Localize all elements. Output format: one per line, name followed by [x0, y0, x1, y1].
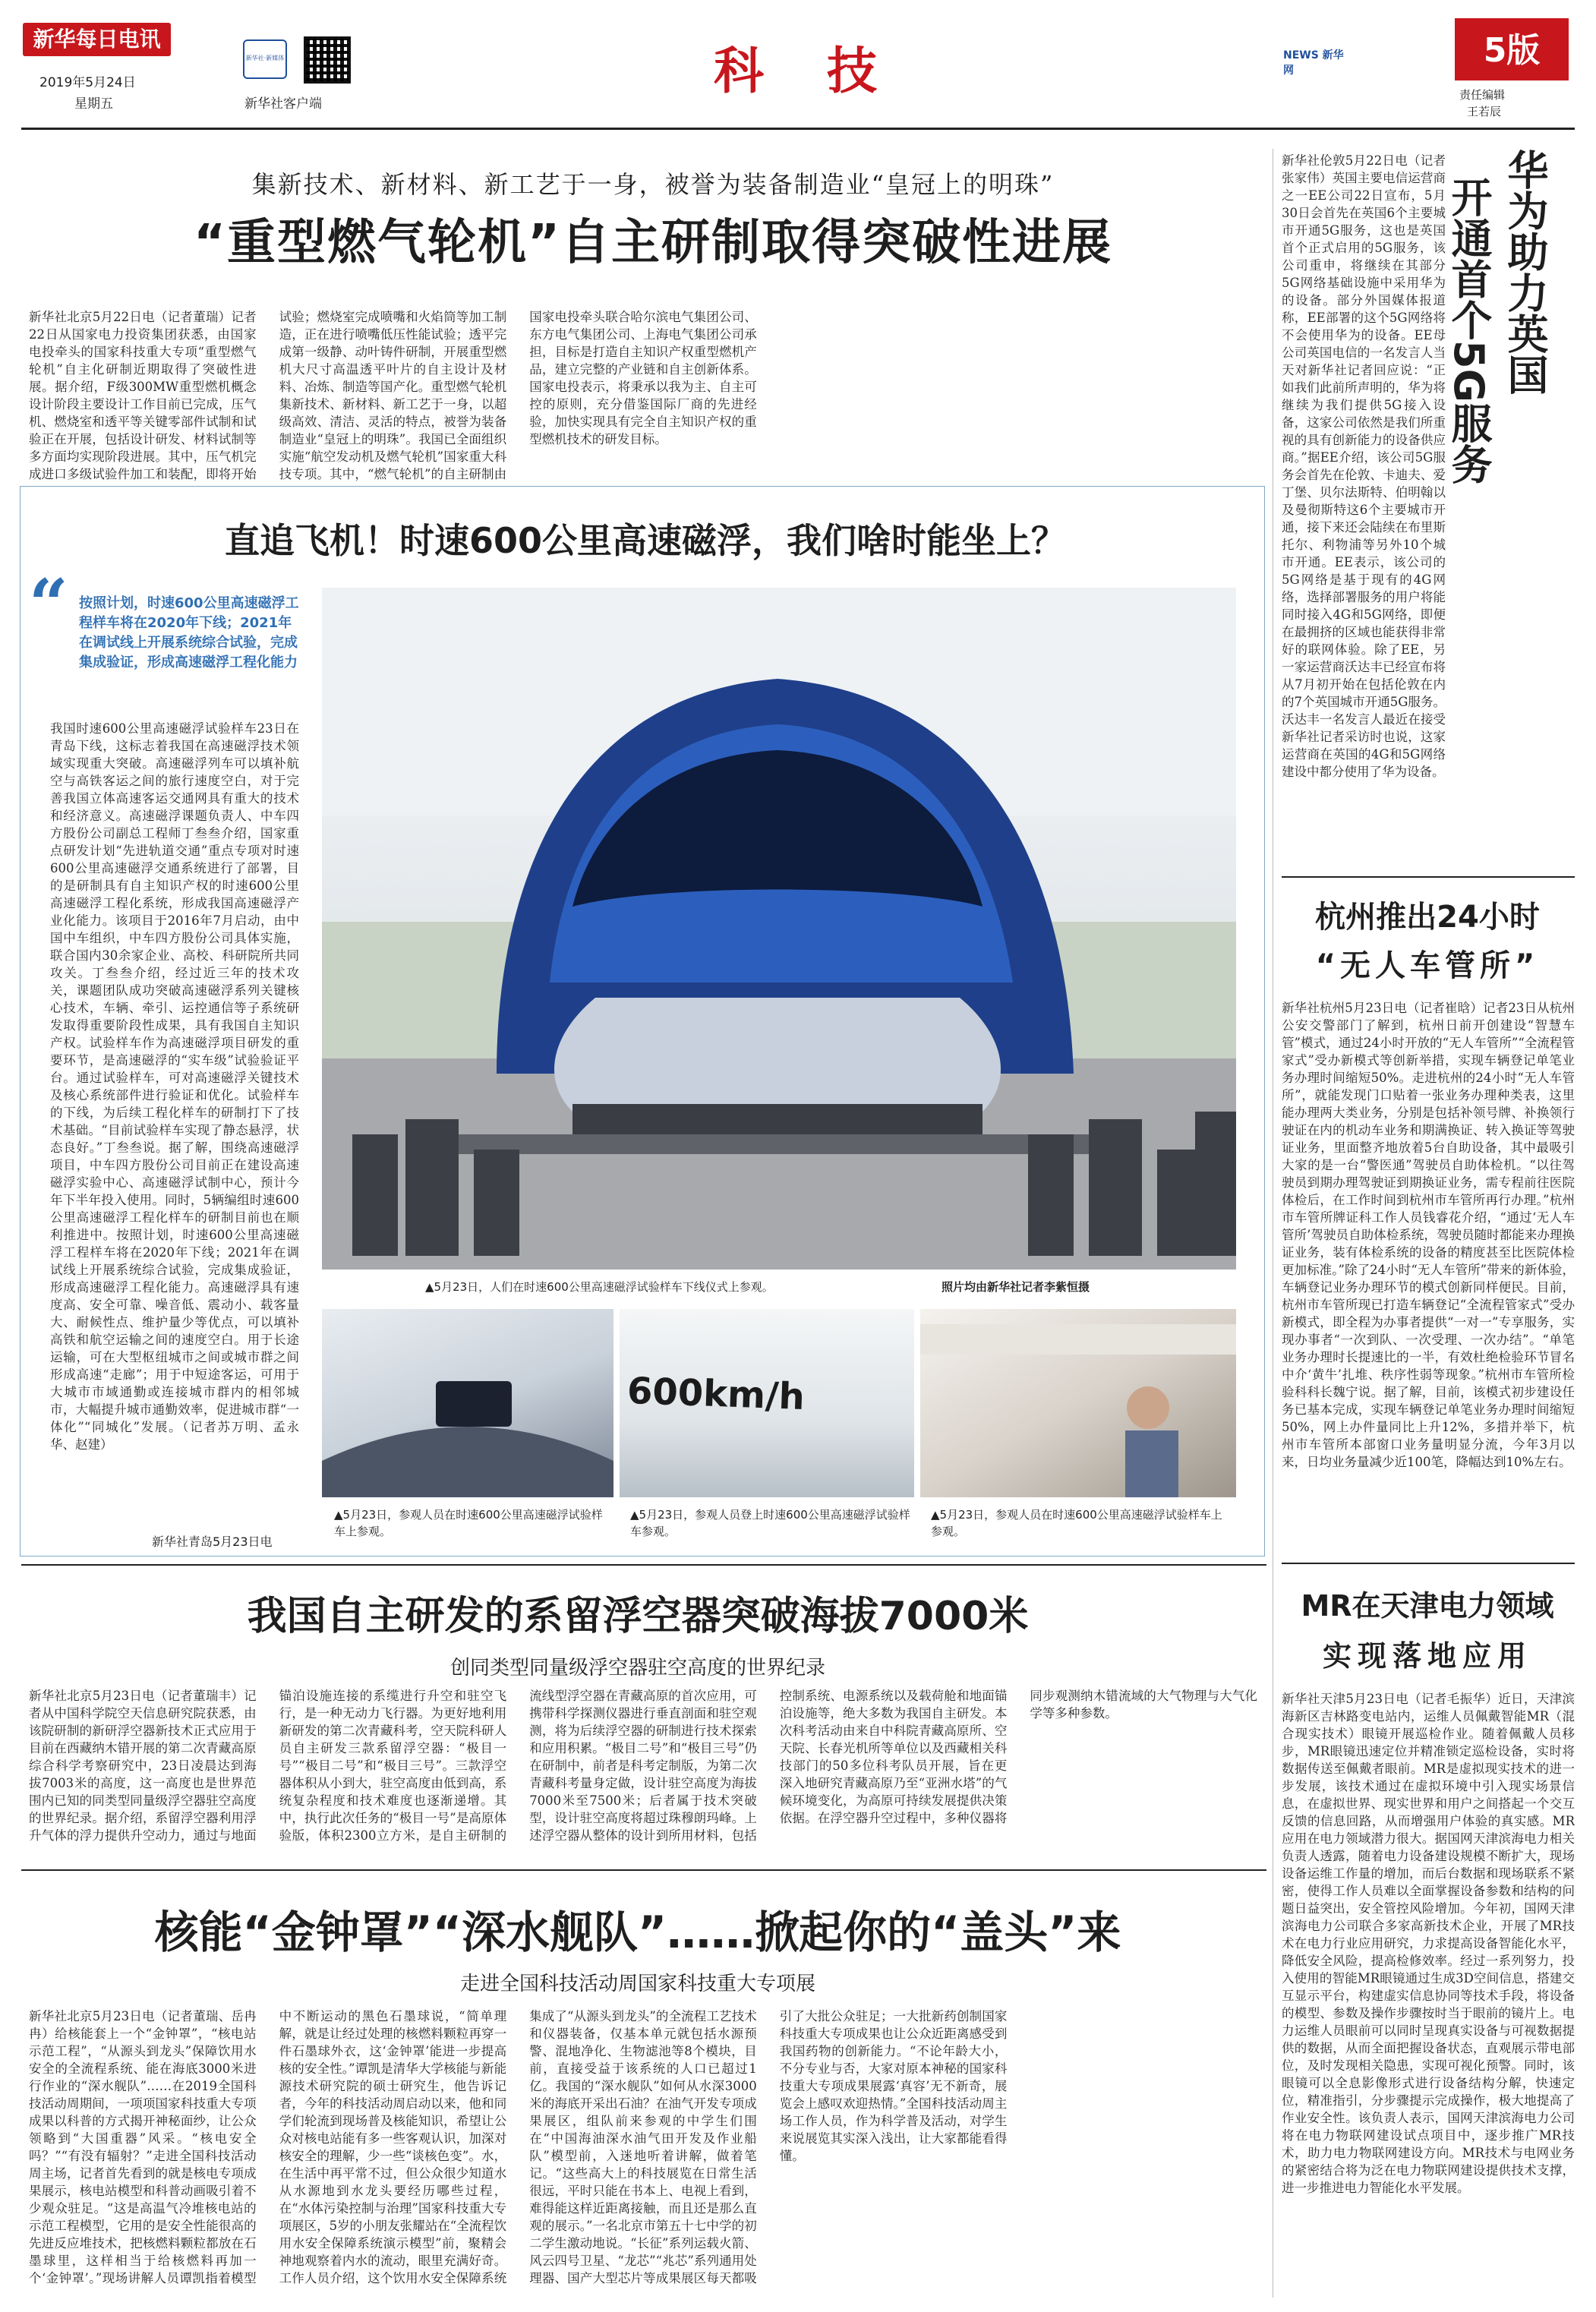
interior-illustration-3: [920, 1309, 1236, 1497]
maglev-interior-photo-2: [620, 1309, 914, 1497]
maglev-body: 我国时速600公里高速磁浮试验样车23日在青岛下线，这标志着我国在高速磁浮技术领域实现重大突破。高速磁浮列车可以填补航空与高铁客运之间的旅行速度空白，对于完善我国立体高速客运交通网具有重大的技术和经济意义。高速磁浮课题负责人、中车四方股份公司副总工程师丁叁叁介绍，国家重点研发计划“先进轨道交通”重点专项对时速600公里高速磁浮交通系统进行了部署，目的是研制具有自主知识产权的时速600公里高速磁浮工程化系统，形成我国高速磁浮产业化能力。该项目于2016年7月启动，由中国中车组织，中车四方股份公司具体实施，联合国内30余家企业、高校、科研院所共同攻关。丁叁叁介绍，经过近三年的技术攻关，课题团队成功突破高速磁浮系列关键核心技术，车辆、牵引、运控通信等子系统研发取得重要阶段性成果，具有我国自主知识产权。试验样车作为高速磁浮项目研发的重要环节，是高速磁浮的“实车级”试验验证平台。通过试验样车，可对高速磁浮关键技术及核心系统部件进行验证和优化。试验样车的下线，为后续工程化样车的研制打下了技术基础。“目前试验样车实现了静态悬浮，状态良好。”丁叁叁说。据了解，围绕高速磁浮项目，中车四方股份公司目前正在建设高速磁浮实验中心、高速磁浮试制中心，预计今年下半年投入使用。同时，5辆编组时速600公里高速磁浮工程化样车的研制目前也在顺利推进中。按照计划，时速600公里高速磁浮工程样车将在2020年下线；2021年在调试线上开展系统综合试验，完成集成验证，形成高速磁浮工程化能力。高速磁浮具有速度高、安全可靠、噪音低、震动小、载客量大、耐候性点、维护量少等优点，可以填补高铁和航空运输之间的速度空白。用于长途运输，可在大型枢纽城市之间或城市群之间形成高速“走廊”；用于中短途客运，可用于大城市市域通勤或连接城市群内的相邻城市，大幅提升城市通勤效率，促进城市群“一体化”“同城化”发展。（记者苏万明、孟永华、赵建）: [50, 721, 299, 1452]
maglev-photo-credit: 照片均由新华社记者李紫恒摄: [942, 1280, 1090, 1294]
hangzhou-top-rule: [1282, 876, 1575, 878]
huawei-title-col2: 开通首个5G服务: [1445, 176, 1493, 484]
maglev-interior-photo-3: [920, 1309, 1236, 1497]
hangzhou-body: 新华社杭州5月23日电（记者崔晗）记者23日从杭州公安交警部门了解到，杭州日前开创建设“智慧车管”模式，通过24小时开放的“无人车管所”“全流程管家式”受办新模式等创新举措，实现车辆登记单笔业务办理时间缩短50%。走进杭州的24小时“无人车管所”，就能发现门口贴着一张业务办理种类表，这里能办理两大类业务，分别是包括补领号牌、补换领行驶证在内的机动车业务和期满换证、转入换证等驾驶证业务，里面整齐地放着5台自助设备，其中最吸引大家的是一台“警医通”驾驶员自助体检机。“以往驾驶员到期办理驾驶证到期换证业务，需专程前往医院体检后，在工作时间到杭州市车管所再行办理。”杭州市车管所牌证科工作人员钱睿花介绍，“通过‘无人车管所’驾驶员自助体检系统，驾驶员随时都能来办理换证业务，装有体检系统的设备的精度甚至比医院体检更加标准。”除了24小时“无人车管所”带来的新体验，车辆登记业务办理环节的模式创新同样便民。目前，杭州市车管所现已打造车辆登记“全流程管家式”受办新模式，即全程为办事者提供“一对一”专享服务，实现办事者“一次到队、一次受理、一次办结”。“单笔业务办理时长提速比的一半，有效杜绝检验环节冒名中介‘黄牛’扎堆、秩序性弱等现象。”杭州市车管所检验科科长魏宁说。据了解，目前，该模式初步建设任务已基本完成，实现车辆登记单笔业务办理时间缩短50%，网上办件量同比上升12%，多措并举下，杭州市车管所本部窗口业务量明显分流，今年3月以来，日均业务量减少近100笔，降幅达到10%左右。: [1282, 1001, 1575, 1469]
nuclear-subtitle: 走进全国科技活动周国家科技重大专项展: [459, 1973, 815, 1995]
xinhua-client-logo: [243, 39, 287, 79]
interior-illustration-1: [322, 1309, 613, 1497]
mr-body: 新华社天津5月23日电（记者毛振华）近日，天津滨海新区吉林路变电站内，运维人员佩戴智能MR（混合现实技术）眼镜开展巡检作业。随着佩戴人员移步，MR眼镜迅速定位并精准锁定巡检设备，实时将数据传送至佩戴者眼前。MR是虚拟现实技术的进一步发展，该技术通过在虚拟环境中引入现实场景信息，在虚拟世界、现实世界和用户之间搭起一个交互反馈的信息回路，从而增强用户体验的真实感。MR应用在电力领域潜力很大。据国网天津滨海电力相关负责人透露，随着电力设备建设规模不断扩大，现场设备运维工作量的增加，而后台数据和现场联系不紧密，使得工作人员难以全面掌握设备参数和结构的问题日益突出，安全管控风险增加。今年初，国网天津滨海电力公司联合多家高新技术企业，开展了MR技术在电力行业应用研究，力求提高设备智能化水平，降低安全风险，提高检修效率。经过一系列努力，投入使用的智能MR眼镜通过生成3D空间信息，搭建交互显示平台，构建虚实信息协同等技术手段，将设备的模型、参数及操作步骤按时当于眼前的镜片上。电力运维人员眼前可以同时呈现真实设备与可视数据提供的数据，从而全面把握设备状态，直观展示带电部位，及时发现相关隐患，实现可视化预警。同时，该眼镜可以全息影像形式进行设备结构分解，快速定位，精准指引，分步骤提示完成操作，极大地提高了作业安全性。该负责人表示，国网天津滨海电力公司将在电力物联网建设试点项目中，逐步推广MR技术，助力电力物联网建设方向。MR技术与电网业务的紧密结合将为泛在电力物联网建设提供技术支撑，进一步推进电力智能化水平发展。: [1282, 1692, 1575, 2195]
page-number: 5版: [1483, 31, 1541, 70]
maglev-caption-3: ▲5月23日，参观人员在时速600公里高速磁浮试验样车上参观。: [931, 1508, 1222, 1538]
news-logo-text: NEWS 新华网: [1283, 49, 1344, 77]
masthead: [0, 0, 1596, 137]
lead-title: “重型燃气轮机”自主研制取得突破性进展: [193, 215, 1113, 271]
maglev-caption-2: ▲5月23日，参观人员登上时速600公里高速磁浮试验样车参观。: [630, 1508, 910, 1538]
masthead-rule: [21, 128, 1575, 130]
section-name: 科 技: [714, 42, 900, 100]
hangzhou-title-line2: “无人车管所”: [1315, 948, 1540, 983]
maglev-caption-1: ▲5月23日，参观人员在时速600公里高速磁浮试验样车上参观。: [334, 1508, 603, 1538]
speed-sign: 600km/h: [626, 1369, 806, 1419]
maglev-dateline: 新华社青岛5月23日电: [152, 1534, 273, 1549]
maglev-main-photo: [322, 588, 1236, 1270]
maglev-train-illustration: [322, 588, 1236, 1270]
nuclear-top-rule: [21, 1869, 1266, 1871]
lead-kicker: 集新技术、新材料、新工艺于一身，被誉为装备制造业“皇冠上的明珠”: [251, 170, 1055, 199]
huawei-body: 新华社伦敦5月22日电（记者张家伟）英国主要电信运营商之一EE公司22日宣布，5月30日会首先在英国6个主要城市开通5G服务，这也是英国首个正式启用的5G服务，该公司重申，将继续在其部分5G网络基础设施中采用华为的设备。部分外国媒体报道称，EE部署的这个5G网络将不会使用华为的设备。EE母公司英国电信的一名发言人当天对新华社记者回应说：“正如我们此前所声明的，华为将继续为我们提供5G接入设备，这家公司依然是我们所重视的具有创新能力的设备供应商。”据EE介绍，该公司5G服务会首先在伦敦、卡迪夫、爱丁堡、贝尔法斯特、伯明翰以及曼彻斯特这6个主要城市开通，接下来还会陆续在布里斯托尔、利物浦等另外10个城市开通。EE表示，该公司的5G网络是基于现有的4G网络，选择部署服务的用户将能同时接入4G和5G网络，即便在最拥挤的区域也能获得非常好的联网体验。除了EE，另一家运营商沃达丰已经宣布将从7月初开始在包括伦敦在内的7个英国城市开通5G服务。沃达丰一名发言人最近在接受新华社记者采访时也说，这家运营商在英国的4G和5G网络建设中都分使用了华为设备。: [1282, 153, 1446, 779]
maglev-summary: 按照计划，时速600公里高速磁浮工程样车将在2020年下线；2021年在调试线上开展系统综合试验，完成集成验证，形成高速磁浮工程化能力: [79, 595, 299, 670]
maglev-title: 直追飞机！时速600公里高速磁浮，我们啥时能坐上？: [224, 520, 1067, 561]
huawei-body-top: [1282, 152, 1446, 975]
maglev-main-caption: ▲5月23日，人们在时速600公里高速磁浮试验样车下线仪式上参观。: [425, 1280, 774, 1294]
issue-date: 2019年5月24日: [39, 75, 136, 90]
maglev-interior-photo-1: [322, 1309, 613, 1497]
nuclear-title: 核能“金钟罩”“深水舰队”……掀起你的“盖头”来: [154, 1907, 1121, 1958]
mr-title-line1: MR在天津电力领域: [1301, 1589, 1554, 1623]
news-logo: [1283, 47, 1352, 90]
balloon-top-rule: [21, 1564, 1266, 1566]
editor-name: 王若辰: [1467, 105, 1502, 118]
editor-label: 责任编辑: [1459, 88, 1506, 102]
issue-weekday: 星期五: [74, 96, 113, 112]
balloon-subtitle: 创同类型同量级浮空器驻空高度的世界纪录: [449, 1657, 825, 1680]
client-label: 新华社客户端: [244, 96, 322, 112]
qr-code-icon[interactable]: [304, 36, 351, 84]
lead-body: 新华社北京5月22日电（记者董瑞）记者22日从国家电力投资集团获悉，由国家电投牵头的国家科技重大专项“重型燃气轮机”自主化研制近期取得了突破性进展。据介绍，F级300MW重型燃机概念设计阶段主要设计工作目前已完成，压气机、燃烧室和透平等关键零部件试制和试验正在开展，包括设计研发、材料试制等多方面均实现阶段进展。其中，压气机完成进口多级试验件加工和装配，即将开始试验；燃烧室完成喷嘴和火焰筒等加工制造，正在进行喷嘴低压性能试验；透平完成第一级静、动叶铸件研制，开展重型燃机大尺寸高温透平叶片的自主设计及材料、冶炼、制造等国产化。重型燃气轮机集新技术、新材料、新工艺于一身，以超级高效、清洁、灵活的特点，被誉为装备制造业“皇冠上的明珠”。我国已全面组织实施“航空发动机及燃气轮机”国家重大科技专项。其中，“燃气轮机”的自主研制由国家电投牵头联合哈尔滨电气集团公司、东方电气集团公司、上海电气集团公司承担，目标是打造自主知识产权重型燃机产品，建立完整的产业链和自主创新体系。国家电投表示，将秉承以我为主、自主可控的原则，充分借鉴国际厂商的先进经验，加快实现具有完全自主知识产权的重型燃机技术的研发目标。: [29, 310, 757, 481]
mr-title-line2: 实现落地应用: [1322, 1639, 1532, 1673]
paper-name: 新华每日电讯: [33, 27, 161, 52]
mr-top-rule: [1282, 1563, 1575, 1564]
hangzhou-title-line1: 杭州推出24小时: [1315, 900, 1540, 935]
balloon-title: 我国自主研发的系留浮空器突破海拔7000米: [247, 1594, 1029, 1639]
huawei-title-col1: 华为助力英国: [1501, 149, 1549, 395]
client-logo-text: 新华社·新媒体: [245, 55, 285, 62]
quote-mark-icon: “: [29, 564, 68, 645]
balloon-body: 新华社北京5月23日电（记者董瑞丰）记者从中国科学院空天信息研究院获悉，由该院研制的新研浮空器新技术正式应用于目前在西藏纳木错开展的第二次青藏高原综合科学考察研究中，23日凌晨达到海拔7003米的高度，这一高度也是世界范围内已知的同类型同量级浮空器驻空高度的世界纪录。据介绍，系留浮空器利用浮升气体的浮力提供升空动力，通过与地面锚泊设施连接的系缆进行升空和驻空飞行，是一种无动力飞行器。为更好地利用新研发的第二次青藏科考，空天院科研人员自主研发三款系留浮空器：“极目一号”“极目二号”和“极目三号”。三款浮空器体积从小到大，驻空高度由低到高，系统复杂程度和技术难度也逐渐递增。其中，执行此次任务的“极目一号”是高原体验版，体积2300立方米，是自主研制的流线型浮空器在青藏高原的首次应用，可携带科学探测仪器进行垂直剖面和驻空观测，将为后续浮空器的研制进行技术探索和应用积累。“极目二号”和“极目三号”仍在研制中，前者是科考定制版，为第二次青藏科考量身定做，设计驻空高度为海拔7000米至7500米；后者属于技术突破型，设计驻空高度将超过珠穆朗玛峰。上述浮空器从整体的设计到所用材料，包括控制系统、电源系统以及载荷舱和地面锚泊设施等，绝大多数为我国自主研发。本次科考活动由来自中科院青藏高原所、空天院、长春光机所等单位以及西藏相关科技部门的50多位科考队员开展，旨在更深入地研究青藏高原乃至“亚洲水塔”的气候环境变化，为高原可持续发展提供决策依据。在浮空器升空过程中，多种仪器将同步观测纳木错流域的大气物理与大气化学等多种参数。: [29, 1689, 1257, 1843]
nuclear-body: 新华社北京5月23日电（记者董瑞、岳冉冉）给核能套上一个“金钟罩”，“核电站示范工程”，“从源头到龙头”保障饮用水安全的全流程系统、能在海底3000米进行作业的“深水舰队”……在2019全国科技活动周期间，一项项国家科技重大专项成果以科普的方式揭开神秘面纱，让公众领略到“大国重器”风采。“核电安全吗？”“有没有辐射？”走进全国科技活动周主场，记者首先看到的就是核电专项成果展示，核电站模型和科普动画吸引着不少观众驻足。“这是高温气冷堆核电站的示范工程模型，它用的是安全性能很高的先进反应堆技术，把核燃料颗粒都放在石墨球里，这样相当于给核燃料再加一个‘金钟罩’。”现场讲解人员谭凯指着模型中不断运动的黑色石墨球说，“简单理解，就是让经过处理的核燃料颗粒再穿一件石墨球外衣，这‘金钟罩’能进一步提高核的安全性。”谭凯是清华大学核能与新能源技术研究院的硕士研究生，他告诉记者，今年的科技活动周启动以来，他和同学们轮流到现场普及核能知识，希望让公众对核电站能有多一些客观认识，加深对核安全的理解，少一些“谈核色变”。水，在生活中再平常不过，但公众很少知道水从水源地到水龙头要经历哪些过程，在“水体污染控制与治理”国家科技重大专项展区，5岁的小朋友张耀站在“全流程饮用水安全保障系统演示模型”前，聚精会神地观察着内水的流动，眼里充满好奇。工作人员介绍，这个饮用水安全保障系统集成了“从源头到龙头”的全流程工艺技术和仪器装备，仅基本单元就包括水源预警、混地净化、生物滤池等8个模块，目前，直接受益于该系统的人口已超过1亿。我国的“深水舰队”如何从水深3000米的海底开采出石油？在油气开发专项成果展区，组队前来参观的中学生们围在“中国海油深水油气田开发及作业船队”模型前，入迷地听着讲解，做着笔记。“这些高大上的科技展览在日常生活很远，平时只能在书本上、电视上看到，难得能这样近距离接触，而且还是那么直观的展示。”一名北京市第五十七中学的初二学生激动地说。“长征”系列运载火箭、风云四号卫星、“龙芯”“兆芯”系列通用处理器、国产大型芯片等成果展区每天都吸引了大批公众驻足；一大批新药创制国家科技重大专项成果也让公众近距离感受到我国药物的创新能力。“不论年龄大小，不分专业与否，大家对原本神秘的国家科技重大专项成果展露‘真容’无不新奇，展览会上感叹欢迎热情。”全国科技活动周主场工作人员，作为科学普及活动，对学生来说展览其实深入浅出，让大家都能看得懂。: [29, 2009, 1008, 2285]
